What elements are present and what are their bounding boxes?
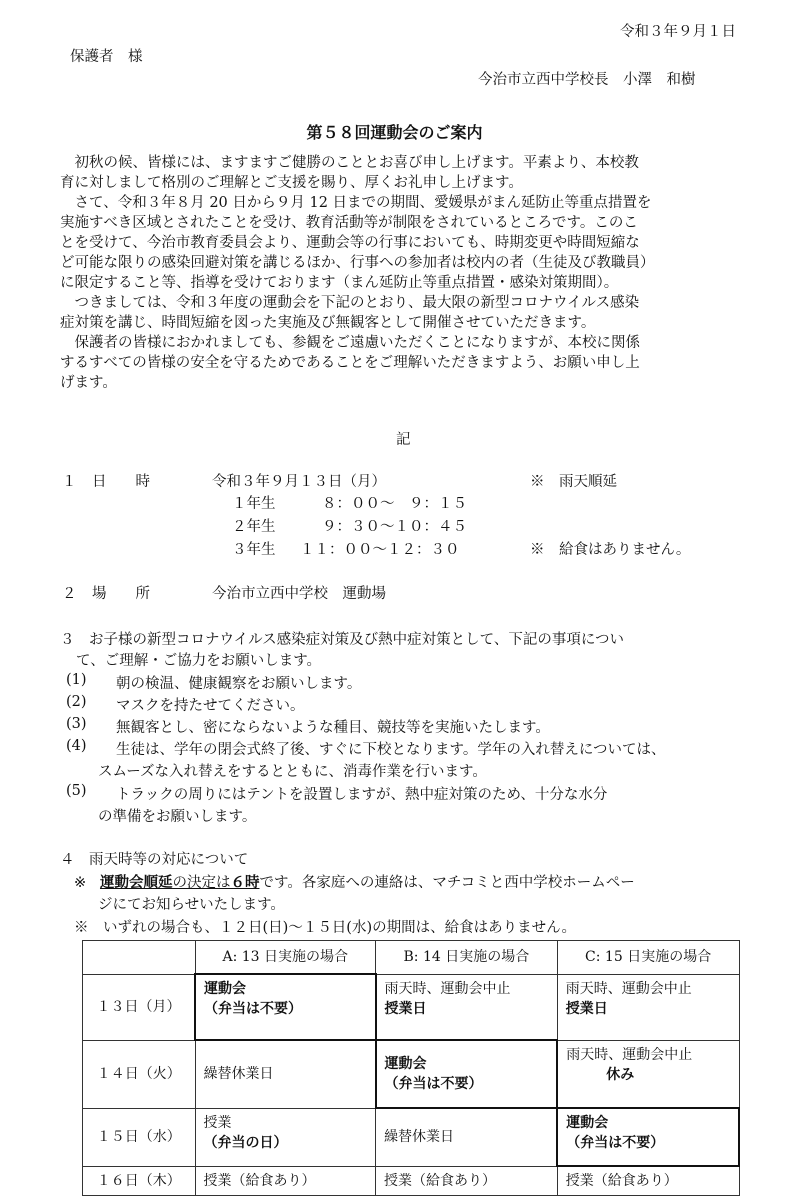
table-header-row xyxy=(83,941,740,975)
grade-time: ８：００～ ９：１５ xyxy=(322,496,467,512)
table-cell xyxy=(376,1108,558,1166)
item-text-cont: の準備をお願いします。 xyxy=(98,809,257,825)
section4-title: ４ 雨天時等の対応について xyxy=(60,852,249,868)
cell-line: 授業 xyxy=(203,1114,232,1131)
intro-line: 初秋の候、皆様には、ますますご健勝のこととお喜び申し上げます。平素より、本校教 xyxy=(60,155,639,171)
intro-line: げます。 xyxy=(60,375,117,391)
event-date: 令和３年９月１３日（月） xyxy=(212,474,386,490)
intro-line: 症対策を講じ、時間短縮を図った実施及び無観客として開催させていただきます。 xyxy=(60,315,596,331)
intro-paragraph xyxy=(60,153,750,393)
cell-line: 繰替休業日 xyxy=(203,1066,274,1083)
table-header-cell: A: 13 日実施の場合 xyxy=(195,941,376,975)
cell-line: 運動会 xyxy=(204,981,246,997)
section1-number: １ xyxy=(62,474,77,490)
rain-postpone-note: ※ 雨天順延 xyxy=(530,474,617,490)
cell-line: 授業日 xyxy=(565,1000,608,1017)
table-cell xyxy=(376,974,558,1040)
row-day: １４日（火） xyxy=(83,1040,196,1108)
intro-line: つきましては、令和３年度の運動会を下記のとおり、最大限の新型コロナウイルス感染 xyxy=(60,295,640,311)
recipient: 保護者 様 xyxy=(70,49,143,65)
intro-line: 保護者の皆様におかれましても、参観をご遠慮いただくことになりますが、本校に関係 xyxy=(60,335,640,351)
intro-line: に限定すること等、指導を受けております（まん延防止等重点措置・感染対策期間）。 xyxy=(60,275,619,291)
event-place: 今治市立西中学校 運動場 xyxy=(212,586,386,602)
item-text: 無観客とし、密にならないような種目、競技等を実施いたします。 xyxy=(116,720,550,736)
sender: 今治市立西中学校長 小澤 和樹 xyxy=(478,72,696,88)
grade-time: ９：３０～１０：４５ xyxy=(322,519,467,535)
cell-line: 雨天時、運動会中止 xyxy=(566,1046,693,1063)
section3-intro-cont: て、ご理解・ご協力をお願いします。 xyxy=(76,653,322,669)
note-mark: ※ xyxy=(74,875,87,891)
rain-note-cont: ジにてお知らせいたします。 xyxy=(98,897,285,913)
intro-line: 育に対しまして格別のご理解とご支援を賜り、厚くお礼申し上げます。 xyxy=(60,175,523,191)
cell-line: 休み xyxy=(606,1066,635,1083)
table-cell xyxy=(376,1040,558,1108)
section2-number: ２ xyxy=(62,586,77,602)
cell-line: 雨天時、運動会中止 xyxy=(565,980,692,997)
table-cell: 授業（給食あり） xyxy=(376,1166,558,1196)
row-day: １３日（月） xyxy=(83,974,196,1040)
table-cell: 授業（給食あり） xyxy=(557,1166,739,1196)
table-cell xyxy=(195,974,376,1040)
rain-note xyxy=(74,871,635,892)
item-text: マスクを持たせてください。 xyxy=(116,698,305,714)
row-day: １５日（水） xyxy=(83,1108,196,1166)
table-cell xyxy=(557,1108,739,1166)
table-cell: 授業（給食あり） xyxy=(195,1166,376,1196)
intro-line: とを受けて、今治市教育委員会より、運動会等の行事においても、時期変更や時間短縮な xyxy=(60,235,640,251)
note-text: の決定は xyxy=(172,875,231,891)
intro-line: するすべての皆様の安全を守るためであることをご理解いただきますよう、お願い申し上 xyxy=(60,355,640,371)
document-date: 令和３年９月１日 xyxy=(620,24,736,40)
postpone-keyword: 運動会順延 xyxy=(99,874,173,891)
table-row xyxy=(83,1166,740,1196)
table-cell xyxy=(557,1040,739,1108)
item-text: トラックの周りにはテントを設置しますが、熱中症対策のため、十分な水分 xyxy=(116,787,608,803)
lunch-note: ※ 給食はありません。 xyxy=(530,542,691,558)
cell-line: 繰替休業日 xyxy=(384,1129,455,1146)
cell-line: （弁当は不要） xyxy=(204,1001,302,1017)
ki-marker: 記 xyxy=(396,432,411,448)
grade-label: １年生 xyxy=(232,496,276,512)
item-text: 生徒は、学年の閉会式終了後、すぐに下校となります。学年の入れ替えについては、 xyxy=(116,742,666,758)
cell-line: （弁当は不要） xyxy=(566,1135,665,1151)
cell-line: 授業日 xyxy=(384,1000,427,1017)
item-number: (3) xyxy=(66,716,87,732)
decision-time: ６時 xyxy=(230,874,260,891)
item-number: (4) xyxy=(66,738,87,754)
lunch-period-note: ※ いずれの場合も、１２日(日)～１５日(水)の期間は、給食はありません。 xyxy=(74,920,576,936)
grade-label: ２年生 xyxy=(232,519,276,535)
document-title: 第５８回運動会のご案内 xyxy=(306,123,483,142)
section3-intro: ３ お子様の新型コロナウイルス感染症対策及び熱中症対策として、下記の事項につい xyxy=(60,632,625,648)
table-row xyxy=(83,1040,740,1108)
section1-label: 日 時 xyxy=(92,474,150,490)
item-number: (1) xyxy=(66,672,87,688)
intro-line: 実施すべき区域とされたことを受け、教育活動等が制限をされているところです。このこ xyxy=(60,215,638,231)
row-day: １６日（木） xyxy=(83,1166,196,1196)
grade-label: ３年生 xyxy=(232,542,276,558)
cell-line: （弁当の日） xyxy=(203,1134,288,1151)
grade-time: １１：００～１２：３０ xyxy=(300,542,460,558)
section2-label: 場 所 xyxy=(92,586,150,602)
table-cell xyxy=(195,1040,376,1108)
schedule-table xyxy=(82,940,740,1196)
table-header-cell: B: 14 日実施の場合 xyxy=(376,941,558,975)
table-cell xyxy=(195,1108,376,1166)
note-text: です。各家庭への連絡は、マチコミと西中学校ホームペー xyxy=(259,875,635,891)
item-text-cont: スムーズな入れ替えをするとともに、消毒作業を行います。 xyxy=(98,764,487,780)
cell-line: （弁当は不要） xyxy=(384,1076,483,1092)
intro-line: さて、令和３年８月 20 日から９月 12 日までの期間、愛媛県がまん延防止等重点措置を xyxy=(60,195,652,211)
table-header-cell: C: 15 日実施の場合 xyxy=(557,941,739,975)
item-text: 朝の検温、健康観察をお願いします。 xyxy=(116,676,362,692)
cell-line: 雨天時、運動会中止 xyxy=(384,980,511,997)
item-number: (5) xyxy=(66,783,87,799)
item-number: (2) xyxy=(66,694,87,710)
intro-line: ど可能な限りの感染回避対策を講じるほか、行事への参加者は校内の者（生徒及び教職員） xyxy=(60,255,655,271)
table-header-cell xyxy=(83,941,196,975)
cell-line: 運動会 xyxy=(384,1056,427,1072)
cell-line: 運動会 xyxy=(566,1115,609,1131)
table-row xyxy=(83,974,740,1040)
table-row xyxy=(83,1108,740,1166)
table-cell xyxy=(557,974,739,1040)
